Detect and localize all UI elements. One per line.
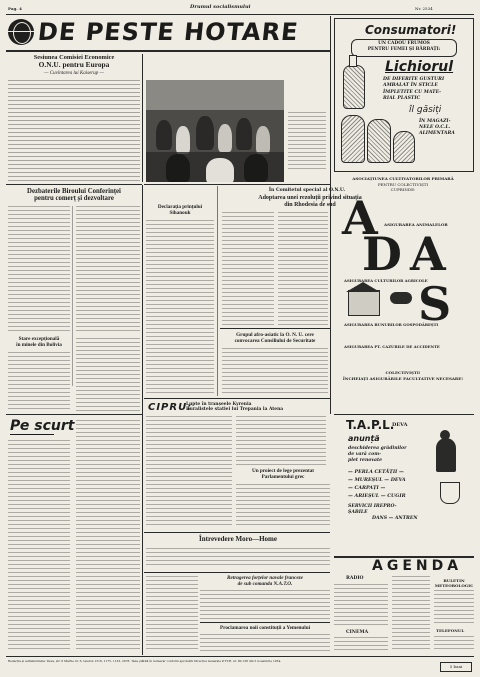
cow-icon (390, 292, 412, 304)
article-rule (144, 184, 330, 185)
col-sep (142, 185, 143, 655)
bottle-icon (367, 119, 391, 163)
ad-adas-item2: ASIGURAREA CULTURILOR AGRICOLE (344, 278, 428, 283)
news-photo (146, 80, 284, 182)
ad-liquor-stores: ÎN MAGAZI- NELE O.C.L. ALIMENTARA (419, 119, 455, 137)
agenda-mid-body (392, 576, 430, 652)
article-body (76, 338, 140, 412)
ad-liquor-product: Lichiorul (385, 59, 454, 75)
col-sep (142, 54, 143, 182)
cipru-label: CIPRU: (148, 402, 193, 413)
header-rule (6, 14, 474, 15)
agenda-title: AGENDA (372, 558, 463, 574)
headline-intrevedere: Întrevedere Moro—Home (199, 535, 277, 543)
article-body (8, 440, 70, 652)
agenda-buletin: BULETIN METEOROLOGIC (434, 578, 474, 588)
article-rule (144, 572, 330, 573)
ad-liquor-title: Consumatori! (365, 23, 457, 37)
article-body (146, 416, 232, 528)
footer-rule (6, 656, 474, 657)
article-rule (144, 532, 330, 533)
bottle-icon (393, 131, 415, 163)
photo-caption (288, 112, 326, 172)
house-roof-icon (346, 282, 380, 292)
cup-icon (440, 482, 460, 504)
ad-adas-item1: ASIGURAREA ANIMALELOR (384, 222, 448, 227)
headline-proclamarea: Proclamarea noii constituții a Yemenului (219, 625, 311, 631)
ad-tapl (336, 418, 470, 556)
headline-dezbaterile: Dezbaterile Biroului Conferinței pentru comerț și dezvoltare (27, 188, 121, 203)
banner-rule (6, 50, 330, 52)
ad-tapl-places: — PERLA CETĂȚII — — MUREȘUL — DEVA — CARPAȚI — — ARIEȘUL — CUGIR (348, 469, 406, 499)
ad-liquor-cta: îl găsiți (409, 105, 442, 115)
ad-adas-item3: ASIGURAREA BUNURILOR GOSPODĂREȘTI (344, 322, 439, 327)
ad-adas-letter-a1: A (342, 191, 378, 245)
article-body (8, 352, 70, 412)
headline-retragerea: Retragerea forțelor navale franceze de sub comanda N.A.T.O. (227, 575, 303, 588)
article-body (236, 416, 326, 466)
agenda-radio-body (334, 584, 388, 628)
article-rule (220, 328, 330, 329)
section-banner (8, 18, 328, 48)
cipru-lines: Lupte în tranșeele Kyrenia Ruralistele statiei lui Trepania la Atena (186, 402, 284, 413)
article-body (222, 212, 274, 326)
article-body (146, 220, 214, 396)
subtitle-sesiunea: — Cuvîntarea lui Kaiserup — (44, 71, 104, 76)
col-sep (330, 16, 331, 414)
agenda-cinema: CINEMA (346, 630, 369, 635)
section-title: DE PESTE HOTARE (36, 18, 300, 46)
bottle-icon (349, 55, 357, 67)
agenda-telefon: TELEFONUL (436, 628, 465, 633)
house-icon (348, 290, 380, 316)
dancer-icon (440, 430, 450, 440)
agenda-cinema-body (334, 637, 388, 653)
page-number: Pag. 4 (8, 6, 22, 11)
headline-stare: Stare excepțională în minele din Bolivia (16, 336, 62, 349)
article-rule (144, 398, 330, 399)
ad-adas-foot: COLECTIVIȘTI! ÎNCHEIAȚI ASIGURĂRILE FACULTATIVE NECESARE! (342, 370, 464, 381)
footer-text: Redacția și administrația: Deva, str. 6 Martie nr. 6, telefon 1316, 1175, 1133, 2678. Taxa plătită în numerar conform aprobării Direcției Generale P.T.T.R. nr. 80.138 din 5 noiembrie 1954. (8, 659, 282, 663)
ad-tapl-anunta: anunță (348, 434, 380, 443)
article-body (200, 634, 330, 652)
col-sep-thin (217, 186, 218, 396)
ad-rule (334, 414, 474, 415)
article-rule (6, 414, 142, 415)
col-sep-thin (72, 206, 73, 386)
newspaper-name: Drumul socialismului (190, 4, 251, 10)
article-body (278, 212, 328, 326)
ad-tapl-services: SERVICII IREPRO- ȘABILE DANS — ANTREN (348, 504, 418, 522)
ad-liquor-desc: DE DIFERITE GUSTURI AMBALAT ÎN STICLE ÎMPLETITE CU MATE- RIAL PLASTIC (383, 77, 445, 102)
headline-rhodesia: Adoptarea unei rezoluții privind situația din Rhodesia de sud (258, 195, 362, 209)
article-rule (200, 622, 330, 623)
ad-adas (334, 174, 472, 414)
ad-adas-asoc: ASOCIAȚIUNEA CULTIVATORILOR PRIMARĂ (352, 176, 454, 181)
agenda-telefon-body (434, 636, 474, 652)
pe-scurt-title: Pe scurt (10, 418, 75, 434)
ad-liquor-banner: UN CADOU FRUMOS PENTRU FEMEI ȘI BĂRBAȚI: (351, 39, 457, 57)
ad-adas-item4: ASIGURAREA PT. CAZURILE DE ACCIDENTE (344, 344, 440, 349)
ad-adas-letter-s: S (418, 277, 452, 331)
issue-number: Nr. 2534 (415, 6, 433, 11)
article-body (222, 348, 328, 394)
article-body (8, 80, 140, 182)
ad-adas-letter-d: D (362, 227, 402, 281)
dancer-icon (436, 438, 456, 472)
article-rule (6, 184, 142, 185)
article-body (146, 576, 198, 650)
ad-tapl-city: DEVA (392, 422, 408, 428)
article-body (8, 206, 70, 334)
article-body (146, 548, 330, 568)
agenda-radio: RADIO (346, 576, 364, 581)
kicker-rhodesia: În Comitetul special al O.N.U. (268, 188, 346, 193)
underline-decoration (10, 434, 54, 435)
bottle-icon (341, 115, 365, 163)
price-badge: 5 bani (440, 662, 472, 672)
ad-adas-sub: PENTRU COLECTIVIȘTI CUPRINDE: (377, 182, 429, 192)
ad-adas-letter-a2: A (410, 227, 446, 281)
headline-proiect: Un proiect de lege prezentat Parlamentului grec (251, 468, 315, 481)
headline-sesiunea: Sesiunea Comisiei Economice O.N.U. pentru Europa (33, 54, 115, 70)
article-body (76, 420, 140, 652)
article-body (200, 590, 330, 620)
ad-tapl-brand: T.A.P.L. (346, 418, 395, 432)
article-body (236, 484, 330, 528)
agenda-buletin-body (434, 590, 474, 624)
headline-grupul: Grupul afro-asiatic la O. N. U. cere convocarea Consiliului de Securitate (234, 332, 316, 345)
ad-liquor (334, 18, 474, 172)
ad-tapl-lines: deschiderea grădinilor de vară com- plet renovate (348, 446, 407, 463)
headline-declaratia: Declarația prințului Sihanouk (157, 204, 203, 217)
article-body (76, 206, 140, 334)
bottle-icon (343, 65, 365, 109)
